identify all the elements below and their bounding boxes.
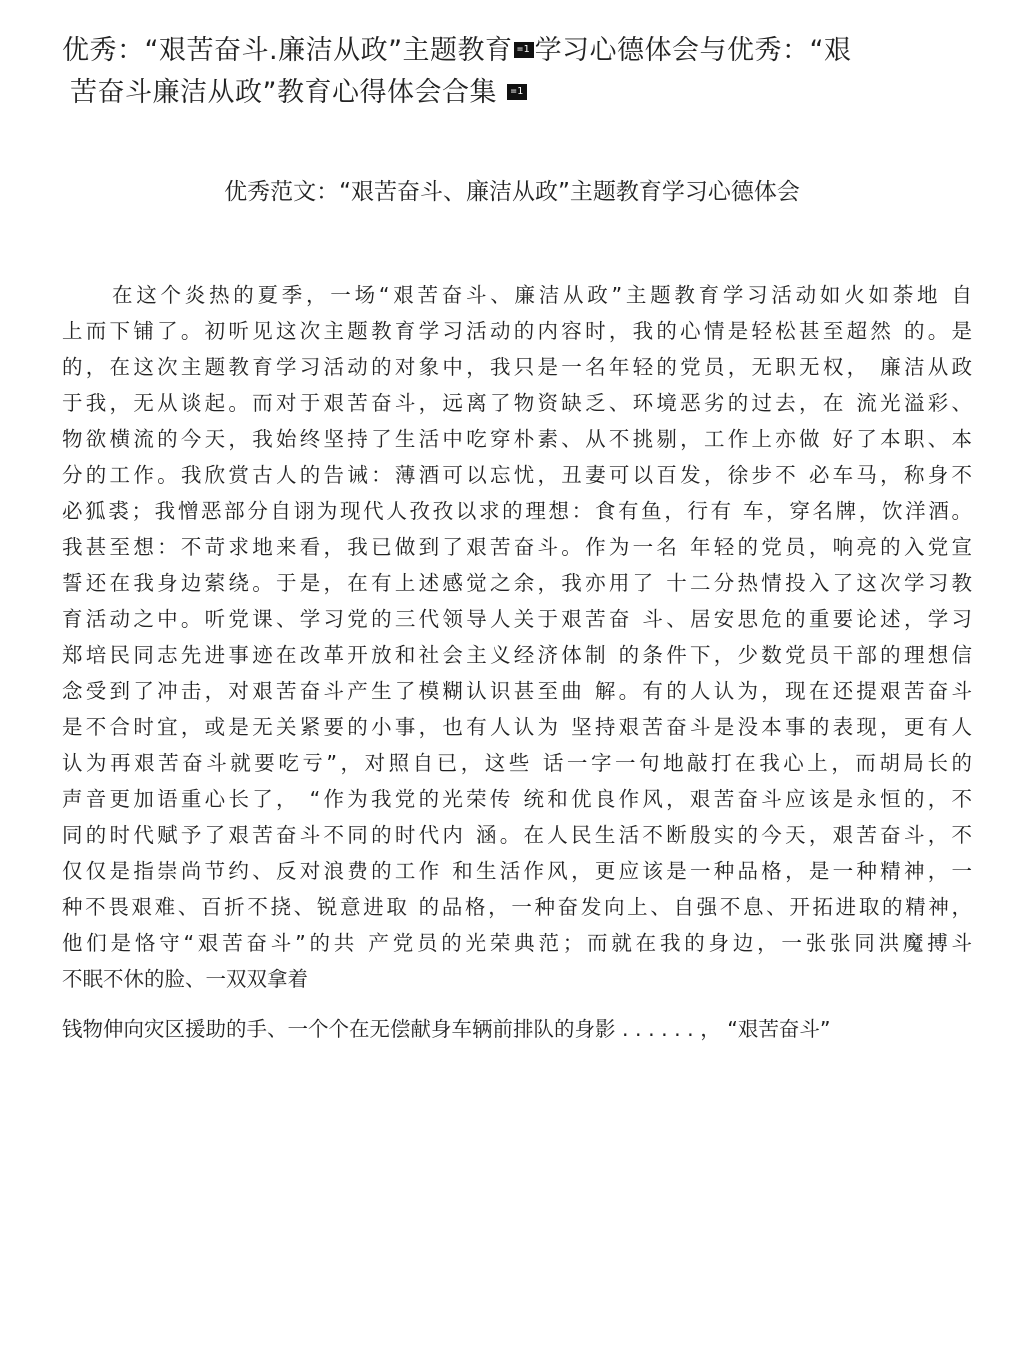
body-line: 的，在这次主题教育学习活动的对象中，我只是一名年轻的党员，无职无权， 廉洁从政 <box>62 355 972 379</box>
body-line: 郑培民同志先进事迹在改革开放和社会主义经济体制 的条件下，少数党员干部的理想信 <box>62 643 972 667</box>
body-line: 于我，无从谈起。而对于艰苦奋斗，远离了物资缺乏、环境恶劣的过去，在 流光溢彩、 <box>62 391 972 415</box>
body-line: 分的工作。我欣赏古人的告诫：薄酒可以忘忧，丑妻可以百发，徐步不 必车马，称身不 <box>62 463 972 487</box>
body-line: 不眠不休的脸、一双双拿着 <box>62 967 308 991</box>
title-line-2-text: 苦奋斗廉洁从政”教育心得体会合集 <box>70 77 497 108</box>
body-line: 我甚至想：不苛求地来看，我已做到了艰苦奋斗。作为一名 年轻的党员，响亮的入党宣 <box>62 535 972 559</box>
body-line: 种不畏艰难、百折不挠、锐意进取 的品格，一种奋发向上、自强不息、开拓进取的精神， <box>62 895 972 919</box>
document-title <box>62 30 972 114</box>
title-line-1-part-a: 优秀：“艰苦奋斗.廉洁从政”主题教育 <box>62 35 513 66</box>
body-line: 是不合时宜，或是无关紧要的小事，也有人认为 坚持艰苦奋斗是没本事的表现，更有人 <box>62 715 972 739</box>
body-line: 仅仅是指崇尚节约、反对浪费的工作 和生活作风，更应该是一种品格，是一种精神，一 <box>62 859 972 883</box>
inline-marker-icon: =1 <box>514 42 534 58</box>
body-line: 必狐裘；我憎恶部分自诩为现代人孜孜以求的理想：食有鱼，行有 车，穿名牌，饮洋酒。 <box>62 499 972 523</box>
body-line: 认为再艰苦奋斗就要吃亏”，对照自已，这些 话一字一句地敲打在我心上，而胡局长的 <box>62 751 972 775</box>
body-line: 物欲横流的今天，我始终坚持了生活中吃穿朴素、从不挑剔，工作上亦做 好了本职、本 <box>62 427 972 451</box>
body-line: 同的时代赋予了艰苦奋斗不同的时代内 涵。在人民生活不断殷实的今天，艰苦奋斗，不 <box>62 823 972 847</box>
body-line: 念受到了冲击，对艰苦奋斗产生了模糊认识甚至曲 解。有的人认为，现在还提艰苦奋斗 <box>62 679 972 703</box>
article-body <box>62 277 972 1047</box>
body-line: 声音更加语重心长了， “作为我党的光荣传 统和优良作风，艰苦奋斗应该是永恒的，不 <box>62 787 972 811</box>
body-line-continued: 钱物伸向灾区援助的手、一个个在无偿献身车辆前排队的身影 . . . . . . ， “艰苦奋斗” <box>62 1017 831 1041</box>
body-line: 誓还在我身边萦绕。于是，在有上述感觉之余，我亦用了 十二分热情投入了这次学习教 <box>62 571 972 595</box>
title-line-2 <box>62 72 972 114</box>
body-line: 在这个炎热的夏季，一场“艰苦奋斗、廉洁从政”主题教育学习活动如火如荼地 自 <box>112 283 972 307</box>
body-line: 上而下铺了。初听见这次主题教育学习活动的内容时，我的心情是轻松甚至超然 的。是 <box>62 319 972 343</box>
article-subtitle: 优秀范文：“艰苦奋斗、廉洁从政”主题教育学习心德体会 <box>224 179 800 205</box>
inline-marker-icon: =1 <box>507 84 527 100</box>
body-line: 他们是恪守“艰苦奋斗”的共 产党员的光荣典范；而就在我的身边，一张张同洪魔搏斗 <box>62 931 972 955</box>
body-line: 育活动之中。听党课、学习党的三代领导人关于艰苦奋 斗、居安思危的重要论述，学习 <box>62 607 972 631</box>
title-line-1-part-b: 学习心德体会与优秀：“艰 <box>534 35 852 66</box>
title-line-1 <box>62 30 972 72</box>
